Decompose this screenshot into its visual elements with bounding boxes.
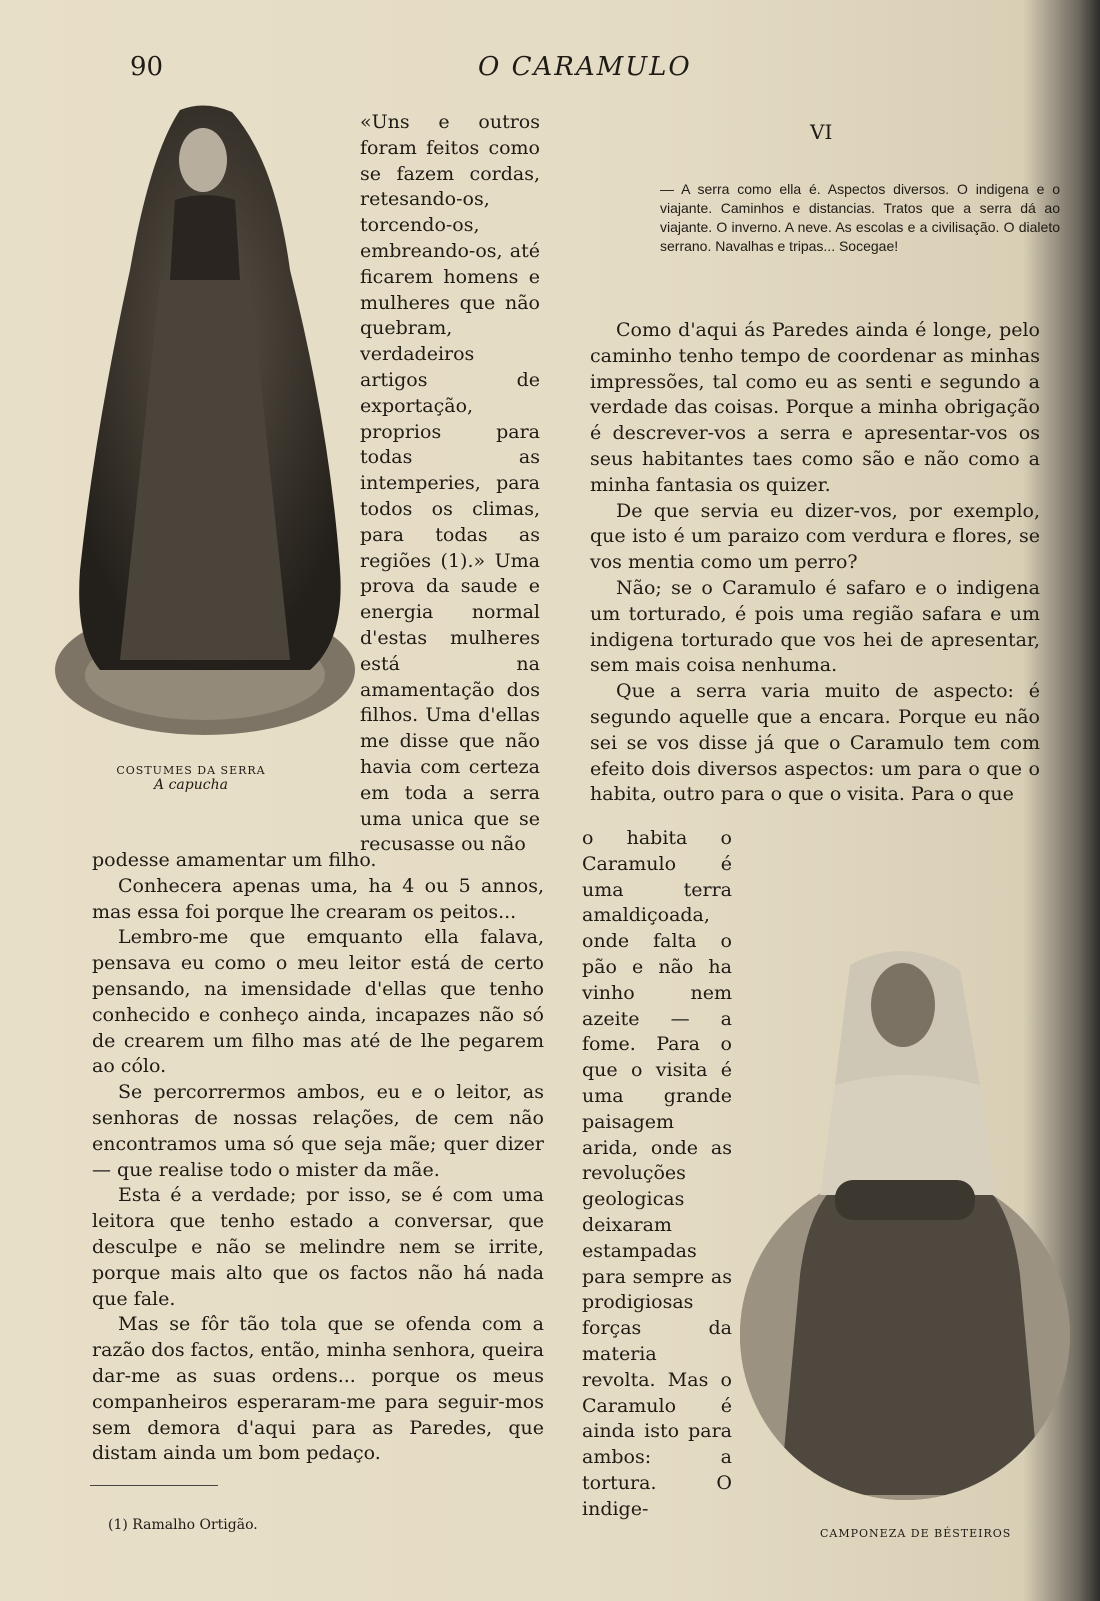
left-narrow-text: «Uns e outros foram feitos como se fazem cordas, retesando-os, torcendo-os, embreando-os, até ficarem homens e mulheres que não quebram, verdadeiros artigos de exportação, proprios para todas as intemperies, para todos os climas, para todas as regiões (1).» Uma prova da saude e energia normal d'estas mulheres está na amamentação dos filhos. Uma d'ellas me disse que não havia com certeza em toda a serra uma unica que se recusasse ou não xyxy=(360,111,540,856)
caption-left-title: COSTUMES DA SERRA xyxy=(116,764,266,777)
caption-right: CAMPONEZA DE BÉSTEIROS xyxy=(820,1527,1012,1540)
caption-left-subtitle: A capucha xyxy=(154,777,228,793)
paragraph: Não; se o Caramulo é safaro e o indigena um torturado, é pois uma região safara e um indigena torturado que vos hei de apresentar, sem mais coisa nenhuma. xyxy=(590,576,1040,677)
section-number: VI xyxy=(810,120,833,144)
right-narrow-text: o habita o Caramulo é uma terra amaldiçoada, onde falta o pão e não ha vinho nem azeite — a fome. Para o que o visita é uma grande paisagem arida, onde as revoluções geologicas deixaram estampadas para sempre as prodigiosas forças da materia revolta. Mas o Caramulo é ainda isto para ambos: a tortura. O indige- xyxy=(582,827,732,1520)
chapter-summary: — A serra como ella é. Aspectos diversos. O indigena e o viajante. Caminhos e distancias. Tratos que a serra dá ao viajante. O inverno. A neve. As escolas e a civilisação. O dialeto serrano. Navalhas e tripas... Socegae! xyxy=(660,181,1060,254)
page-header-title: O CARAMULO xyxy=(478,52,692,82)
footnote: (1) Ramalho Ortigão. xyxy=(108,1517,258,1533)
footnote-rule xyxy=(90,1485,218,1486)
left-column-text xyxy=(92,848,544,1467)
paragraph: Esta é a verdade; por isso, se é com uma leitora que tenho estado a conversar, que desculpe e não se melindre nem se irrite, porque mais alto que os factos não há nada que fale. xyxy=(92,1184,544,1310)
paragraph: Conhecera apenas uma, ha 4 ou 5 annos, mas essa foi porque lhe crearam os peitos... xyxy=(92,874,544,923)
paragraph: De que servia eu dizer-vos, por exemplo, que isto é um paraizo com verdura e flores, se vos mentia como um perro? xyxy=(590,499,1040,574)
photo-peasant-woman xyxy=(740,875,1080,1515)
paragraph: Que a serra varia muito de aspecto: é segundo aquelle que a encara. Porque eu não sei se vos disse já que o Caramulo tem com efeito dois diversos aspectos: um para o que o habita, outro para o que o visita. Para o que xyxy=(590,680,1040,806)
right-column-text xyxy=(590,318,1040,808)
paragraph: Como d'aqui ás Paredes ainda é longe, pelo caminho tenho tempo de coordenar as minhas impressões, tal como eu as senti e segundo a verdade das coisas. Porque a minha obrigação é descrever-vos a serra e apresentar-vos os seus habitantes taes como são e não como a minha fantasia os quizer. xyxy=(590,319,1040,496)
page-number: 90 xyxy=(130,52,164,82)
paragraph: Lembro-me que emquanto ella falava, pensava eu como o meu leitor está de certo pensando, na imensidade d'ellas que tenho conhecido e conheço ainda, incapazes não só de crearem um filho mas até de lhe pegarem ao cólo. xyxy=(92,926,544,1078)
photo-woman-capucha xyxy=(40,100,360,740)
paragraph: Mas se fôr tão tola que se ofenda com a razão dos factos, então, minha senhora, queira dar-me as suas ordens... porque os meus companheiros esperaram-me para seguir-mos sem demora d'aqui para as Paredes, que distam ainda um bom pedaço. xyxy=(92,1313,544,1465)
caption-left xyxy=(96,764,286,793)
paragraph: podesse amamentar um filho. xyxy=(92,849,377,871)
paragraph: Se percorrermos ambos, eu e o leitor, as senhoras de nossas relações, de cem não encontramos uma só que seja mãe; quer dizer — que realise todo o mister da mãe. xyxy=(92,1081,544,1181)
